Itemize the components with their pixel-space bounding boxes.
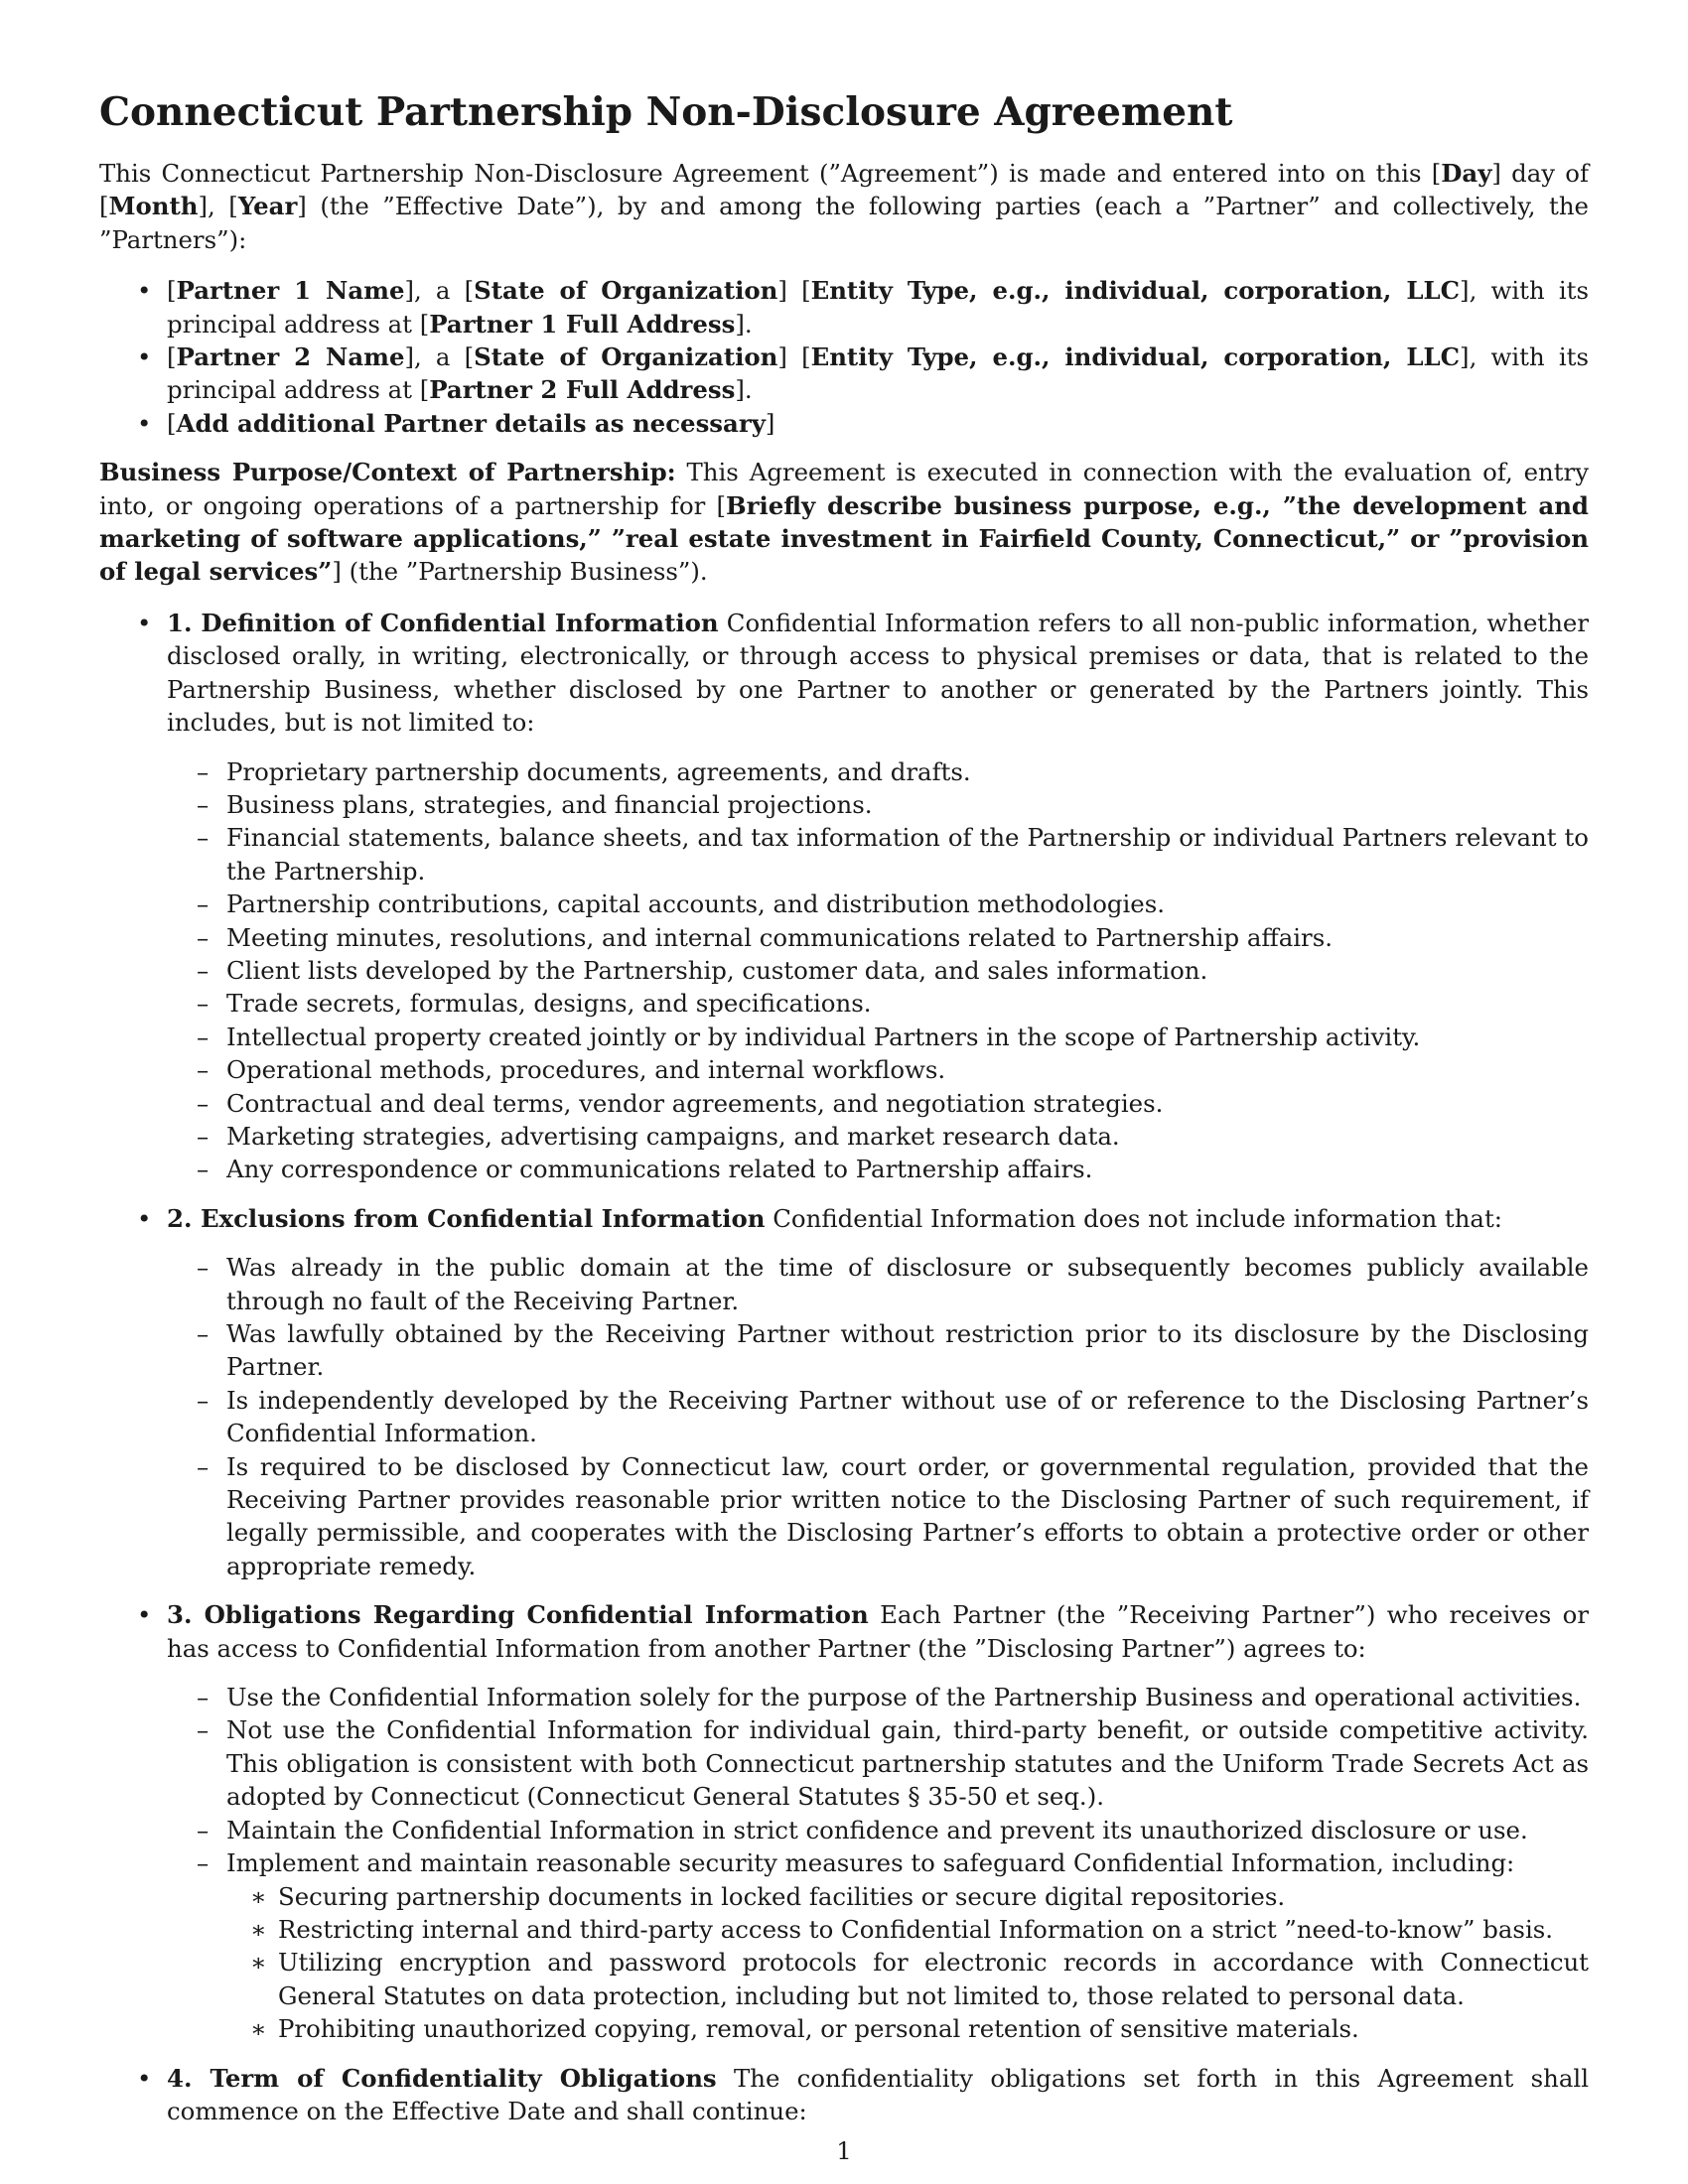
section-2-items bbox=[167, 1251, 1589, 1582]
list-item: – Is independently developed by the Receiving Partner without use of or reference to the Disclosing Partner’s Confidential Information. bbox=[167, 1384, 1589, 1450]
entity-placeholder: Entity Type, e.g., individual, corporation, LLC bbox=[810, 342, 1461, 372]
intro-paragraph bbox=[99, 157, 1589, 256]
partner-text: ], a [ bbox=[404, 276, 475, 306]
list-item: – Was lawfully obtained by the Receiving Partner without restriction prior to its disclosure by the Disclosing Partner. bbox=[167, 1317, 1589, 1384]
security-measures-list bbox=[226, 1880, 1589, 2046]
sub-list-item: ∗ Utilizing encryption and password protocols for electronic records in accordance with Connecticut General Statutes on data protection, including but not limited to, those related to personal data. bbox=[226, 1946, 1589, 2012]
section-text: Each Partner (the ”Receiving Partner”) who receives or has access to Confidential Information from another Partner (the ”Disclosing Partner”) agrees to: bbox=[167, 1600, 1589, 1663]
month-placeholder: Month bbox=[108, 192, 199, 221]
state-placeholder: State of Organization bbox=[474, 276, 778, 306]
list-item: – Meeting minutes, resolutions, and internal communications related to Partnership affairs. bbox=[167, 921, 1589, 954]
list-item bbox=[167, 1846, 1589, 2045]
bracket: ] bbox=[765, 408, 775, 438]
purpose-label: Business Purpose/Context of Partnership: bbox=[99, 458, 676, 487]
section-text: Confidential Information refers to all non-public information, whether disclosed orally, in writing, electronically, or through access to physical premises or data, that is related to the Partnership Business, whether disclosed by one Partner to another or generated by the Partners jointly. This includes, but is not limited to: bbox=[167, 608, 1589, 738]
partner-text: ] [ bbox=[777, 342, 811, 372]
section-heading: 2. Exclusions from Confidential Information bbox=[167, 1203, 766, 1233]
sub-list-item: ∗ Prohibiting unauthorized copying, removal, or personal retention of sensitive materials. bbox=[226, 2012, 1589, 2045]
list-item: – Marketing strategies, advertising campaigns, and market research data. bbox=[167, 1120, 1589, 1153]
partner-item bbox=[99, 341, 1589, 407]
list-item: – Use the Confidential Information solely for the purpose of the Partnership Business and operational activities. bbox=[167, 1681, 1589, 1713]
intro-text: ] day of [ bbox=[99, 159, 1589, 221]
list-item: – Operational methods, procedures, and internal workflows. bbox=[167, 1053, 1589, 1086]
list-item: – Contractual and deal terms, vendor agreements, and negotiation strategies. bbox=[167, 1087, 1589, 1120]
section-1-items bbox=[167, 755, 1589, 1186]
list-item: – Financial statements, balance sheets, and tax information of the Partnership or individual Partners relevant to the Partnership. bbox=[167, 821, 1589, 887]
section-list bbox=[99, 607, 1589, 2127]
partner-text: ], with its principal address at [ bbox=[167, 276, 1589, 339]
partner-item bbox=[99, 274, 1589, 341]
list-item: – Partnership contributions, capital accounts, and distribution methodologies. bbox=[167, 887, 1589, 920]
section-text: The confidentiality obligations set forth in this Agreement shall commence on the Effective Date and shall continue: bbox=[167, 2063, 1589, 2125]
section-4 bbox=[99, 2062, 1589, 2128]
section-heading: 3. Obligations Regarding Confidential Information bbox=[167, 1600, 869, 1630]
sub-list-item: ∗ Restricting internal and third-party access to Confidential Information on a strict ”need-to-know” basis. bbox=[226, 1913, 1589, 1946]
partner-name-placeholder: Partner 1 Name bbox=[176, 276, 405, 306]
list-item: – Is required to be disclosed by Connecticut law, court order, or governmental regulation, provided that the Receiving Partner provides reasonable prior written notice to the Disclosing Partner of such requirement, if legally permissible, and cooperates with the Disclosing Partner’s efforts to obtain a protective order or other appropriate remedy. bbox=[167, 1450, 1589, 1583]
partner-text: ]. bbox=[735, 309, 753, 339]
bracket: [ bbox=[167, 408, 177, 438]
list-item: – Proprietary partnership documents, agreements, and drafts. bbox=[167, 755, 1589, 788]
partner-name-placeholder: Partner 2 Name bbox=[176, 342, 405, 372]
partner-text: ]. bbox=[735, 375, 753, 405]
address-placeholder: Partner 2 Full Address bbox=[429, 375, 736, 405]
document-title: Connecticut Partnership Non-Disclosure Agreement bbox=[99, 89, 1233, 135]
year-placeholder: Year bbox=[237, 192, 298, 221]
purpose-text: ] (the ”Partnership Business”). bbox=[332, 557, 708, 587]
bracket: [ bbox=[167, 342, 177, 372]
intro-text: ], [ bbox=[198, 192, 238, 221]
day-placeholder: Day bbox=[1441, 159, 1492, 188]
partner-text: ], with its principal address at [ bbox=[167, 342, 1589, 405]
section-3 bbox=[99, 1598, 1589, 2045]
purpose-text: This Agreement is executed in connection with the evaluation of, entry into, or ongoing operations of a partnership for [ bbox=[99, 458, 1589, 520]
list-item: – Was already in the public domain at the time of disclosure or subsequently becomes publicly available through no fault of the Receiving Partner. bbox=[167, 1251, 1589, 1317]
document-page bbox=[99, 87, 1589, 2143]
entity-placeholder: Entity Type, e.g., individual, corporation, LLC bbox=[810, 276, 1461, 306]
sub-list-item: ∗ Securing partnership documents in locked facilities or secure digital repositories. bbox=[226, 1880, 1589, 1913]
intro-text: This Connecticut Partnership Non-Disclosure Agreement (”Agreement”) is made and entered into on this [ bbox=[99, 159, 1442, 188]
section-heading: 1. Definition of Confidential Information bbox=[167, 608, 719, 637]
page-number: 1 bbox=[836, 2136, 852, 2165]
list-item: – Intellectual property created jointly or by individual Partners in the scope of Partnership activity. bbox=[167, 1021, 1589, 1053]
bracket: [ bbox=[167, 276, 177, 306]
section-1 bbox=[99, 607, 1589, 1186]
purpose-paragraph bbox=[99, 456, 1589, 589]
section-2 bbox=[99, 1202, 1589, 1582]
section-3-items bbox=[167, 1681, 1589, 2045]
address-placeholder: Partner 1 Full Address bbox=[429, 309, 736, 339]
state-placeholder: State of Organization bbox=[474, 342, 778, 372]
additional-partner-placeholder: Add additional Partner details as necessary bbox=[176, 408, 766, 438]
list-item: – Not use the Confidential Information for individual gain, third-party benefit, or outside competitive activity. This obligation is consistent with both Connecticut partnership statutes and the Uniform Trade Secrets Act as adopted by Connecticut (Connecticut General Statutes § 35-50 et seq.). bbox=[167, 1713, 1589, 1813]
partner-text: ] [ bbox=[777, 276, 811, 306]
list-item: – Business plans, strategies, and financial projections. bbox=[167, 788, 1589, 821]
partner-text: ], a [ bbox=[404, 342, 475, 372]
partner-item bbox=[99, 407, 1589, 440]
list-item: – Client lists developed by the Partnership, customer data, and sales information. bbox=[167, 954, 1589, 987]
list-item: – Trade secrets, formulas, designs, and specifications. bbox=[167, 987, 1589, 1020]
partner-list bbox=[99, 274, 1589, 440]
list-item-text: Implement and maintain reasonable security measures to safeguard Confidential Information, including: bbox=[226, 1848, 1515, 1878]
list-item: – Any correspondence or communications related to Partnership affairs. bbox=[167, 1153, 1589, 1185]
intro-text: ] (the ”Effective Date”), by and among the following parties (each a ”Partner” and collectively, the ”Partners”): bbox=[99, 192, 1589, 254]
section-text: Confidential Information does not include information that: bbox=[765, 1203, 1502, 1233]
purpose-placeholder: Briefly describe business purpose, e.g., ”the development and marketing of software applications,” ”real estate investment in Fairfield County, Connecticut,” or ”provision of legal services” bbox=[99, 490, 1589, 587]
section-heading: 4. Term of Confidentiality Obligations bbox=[167, 2063, 717, 2093]
list-item: – Maintain the Confidential Information in strict confidence and prevent its unauthorized disclosure or use. bbox=[167, 1814, 1589, 1846]
